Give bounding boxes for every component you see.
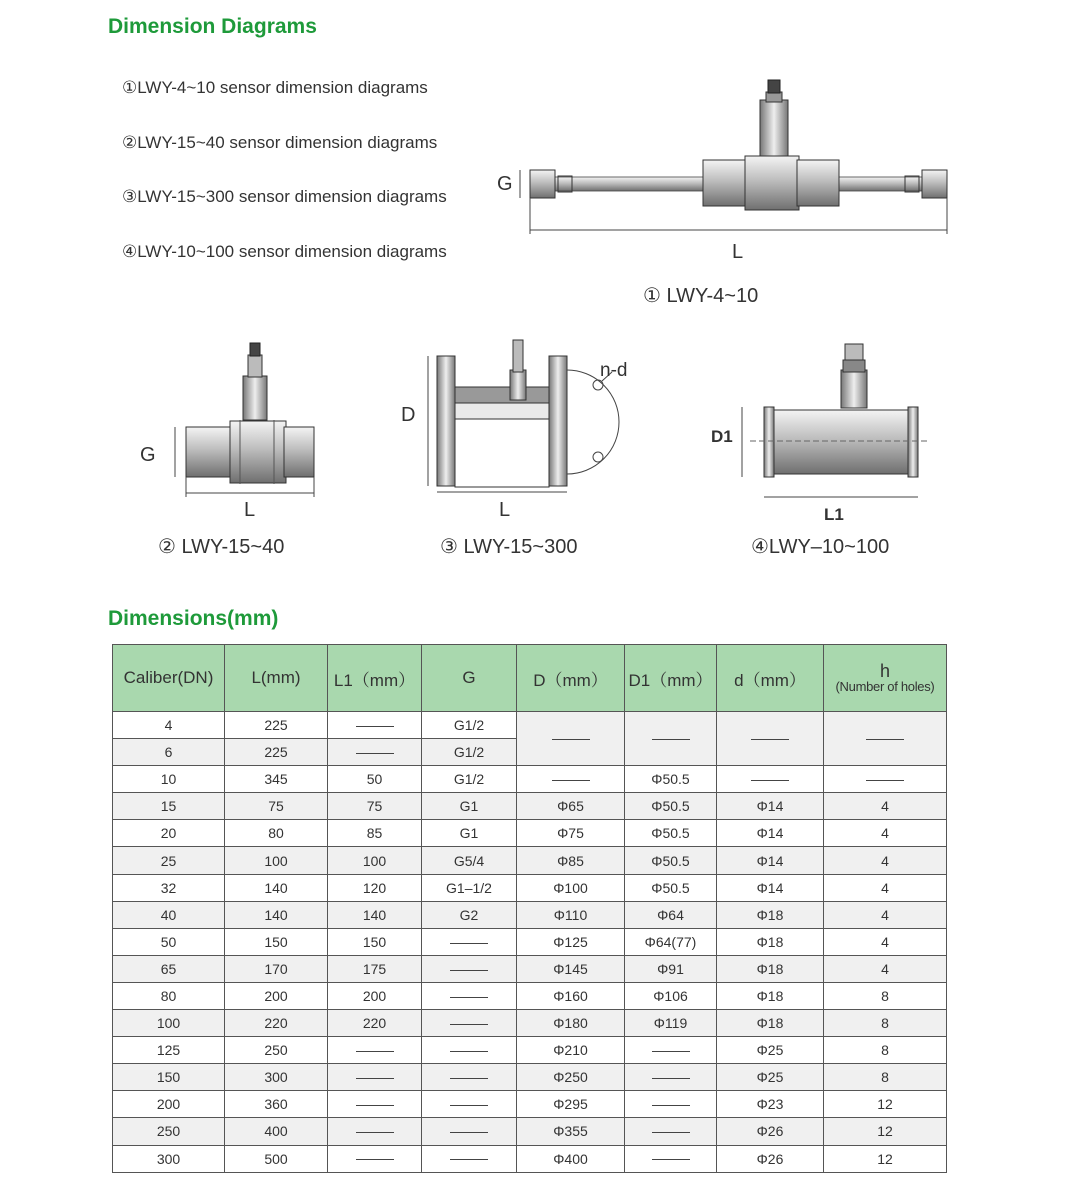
table-cell: 150 — [113, 1064, 225, 1091]
dash-mark — [652, 739, 690, 740]
dash-mark — [652, 1105, 690, 1106]
table-cell: 75 — [225, 793, 328, 820]
section-title-dimensions: Dimensions(mm) — [108, 607, 279, 630]
table-cell: Φ295 — [517, 1091, 625, 1118]
dim-label: D — [401, 404, 416, 426]
dash-mark — [356, 1132, 394, 1133]
diagram-lwy-15-300 — [401, 340, 627, 521]
table-cell: Φ400 — [517, 1145, 625, 1172]
table-cell — [422, 1037, 517, 1064]
table-cell: G1/2 — [422, 739, 517, 766]
diagram-lwy-10-100 — [711, 344, 930, 524]
section-title-diagrams: Dimension Diagrams — [108, 15, 317, 38]
table-cell — [717, 766, 824, 793]
table-cell — [328, 1064, 422, 1091]
table-cell — [625, 712, 717, 766]
table-cell: 100 — [328, 847, 422, 874]
table-cell — [422, 1145, 517, 1172]
table-row — [113, 793, 947, 820]
table-cell: 220 — [328, 1010, 422, 1037]
table-cell: 150 — [225, 928, 328, 955]
table-cell: 12 — [824, 1145, 947, 1172]
table-cell — [328, 1037, 422, 1064]
table-cell: G1 — [422, 820, 517, 847]
table-cell: Φ110 — [517, 901, 625, 928]
dash-mark — [356, 1078, 394, 1079]
dash-mark — [652, 1132, 690, 1133]
table-cell: 20 — [113, 820, 225, 847]
table-cell: 300 — [225, 1064, 328, 1091]
dash-mark — [356, 726, 394, 727]
table-cell: Φ25 — [717, 1064, 824, 1091]
dash-mark — [552, 780, 590, 781]
table-cell: 100 — [225, 847, 328, 874]
table-cell: 225 — [225, 739, 328, 766]
table-cell: 4 — [824, 955, 947, 982]
table-row — [113, 847, 947, 874]
table-cell: 25 — [113, 847, 225, 874]
column-header: G — [422, 645, 517, 712]
dash-mark — [450, 1105, 488, 1106]
table-cell: Φ119 — [625, 1010, 717, 1037]
table-cell: Φ18 — [717, 928, 824, 955]
table-cell: Φ64 — [625, 901, 717, 928]
column-header: D（mm） — [517, 645, 625, 712]
table-cell: 200 — [113, 1091, 225, 1118]
table-row — [113, 1010, 947, 1037]
table-cell: G1/2 — [422, 766, 517, 793]
dash-mark — [652, 1078, 690, 1079]
table-cell: 6 — [113, 739, 225, 766]
table-cell: 4 — [113, 712, 225, 739]
table-cell — [328, 1145, 422, 1172]
column-header: L(mm) — [225, 645, 328, 712]
holes-header-title: h — [879, 660, 890, 681]
table-cell: 10 — [113, 766, 225, 793]
table-cell: 140 — [328, 901, 422, 928]
dash-mark — [751, 739, 789, 740]
table-cell: Φ14 — [717, 793, 824, 820]
table-cell: 8 — [824, 1010, 947, 1037]
table-cell — [328, 1118, 422, 1145]
table-cell — [625, 1118, 717, 1145]
table-cell — [422, 1118, 517, 1145]
dim-label: L — [499, 499, 511, 521]
table-cell: Φ18 — [717, 982, 824, 1009]
table-cell: 150 — [328, 928, 422, 955]
caption-lwy-15-40: ② LWY-15~40 — [158, 536, 285, 558]
table-cell: Φ64(77) — [625, 928, 717, 955]
table-cell: G1 — [422, 793, 517, 820]
table-row — [113, 1091, 947, 1118]
table-cell: Φ145 — [517, 955, 625, 982]
table-cell: Φ18 — [717, 955, 824, 982]
column-header: L1（mm） — [328, 645, 422, 712]
table-cell — [517, 712, 625, 766]
table-cell: Φ14 — [717, 847, 824, 874]
table-cell: Φ50.5 — [625, 766, 717, 793]
table-row — [113, 766, 947, 793]
table-cell: 500 — [225, 1145, 328, 1172]
dash-mark — [552, 739, 590, 740]
dash-mark — [356, 1105, 394, 1106]
table-cell — [422, 1010, 517, 1037]
table-cell: Φ23 — [717, 1091, 824, 1118]
table-cell: Φ160 — [517, 982, 625, 1009]
table-row — [113, 901, 947, 928]
dash-mark — [450, 997, 488, 998]
table-cell: 200 — [225, 982, 328, 1009]
table-cell: 125 — [113, 1037, 225, 1064]
table-cell: 80 — [225, 820, 328, 847]
table-cell: Φ355 — [517, 1118, 625, 1145]
table-cell: 4 — [824, 901, 947, 928]
table-cell: 50 — [328, 766, 422, 793]
dash-mark — [356, 1159, 394, 1160]
table-cell: Φ106 — [625, 982, 717, 1009]
dash-mark — [866, 780, 904, 781]
diagram-lwy-15-40 — [140, 343, 314, 521]
table-cell: 220 — [225, 1010, 328, 1037]
table-cell — [517, 766, 625, 793]
table-row — [113, 955, 947, 982]
table-cell: Φ210 — [517, 1037, 625, 1064]
table-cell — [328, 739, 422, 766]
dim-label: D1 — [711, 427, 733, 446]
table-cell — [625, 1091, 717, 1118]
dash-mark — [450, 1132, 488, 1133]
dimensions-table — [112, 644, 947, 1173]
dash-mark — [866, 739, 904, 740]
table-cell: 50 — [113, 928, 225, 955]
table-cell: Φ14 — [717, 874, 824, 901]
caption-lwy-4-10: ① LWY-4~10 — [643, 285, 759, 307]
table-cell: Φ50.5 — [625, 847, 717, 874]
table-cell: 12 — [824, 1091, 947, 1118]
table-row — [113, 874, 947, 901]
table-cell — [422, 1091, 517, 1118]
table-cell: 345 — [225, 766, 328, 793]
list-item: ②LWY-15~40 sensor dimension diagrams — [122, 132, 438, 152]
table-cell: 4 — [824, 847, 947, 874]
holes-header-sub: (Number of holes) — [835, 678, 935, 694]
table-cell — [422, 1064, 517, 1091]
table-row — [113, 928, 947, 955]
table-cell: 300 — [113, 1145, 225, 1172]
table-cell: 170 — [225, 955, 328, 982]
table-cell — [422, 982, 517, 1009]
table-row — [113, 1145, 947, 1172]
dash-mark — [652, 1051, 690, 1052]
table-cell: Φ18 — [717, 901, 824, 928]
dash-mark — [450, 1024, 488, 1025]
table-cell: 8 — [824, 1037, 947, 1064]
table-cell: Φ25 — [717, 1037, 824, 1064]
table-cell: Φ75 — [517, 820, 625, 847]
table-cell: Φ14 — [717, 820, 824, 847]
table-row — [113, 820, 947, 847]
table-cell: 250 — [113, 1118, 225, 1145]
dash-mark — [450, 943, 488, 944]
table-cell: 4 — [824, 928, 947, 955]
table-cell: Φ250 — [517, 1064, 625, 1091]
table-cell — [717, 712, 824, 766]
table-cell: 32 — [113, 874, 225, 901]
table-cell: G2 — [422, 901, 517, 928]
table-cell: 100 — [113, 1010, 225, 1037]
list-item: ④LWY-10~100 sensor dimension diagrams — [122, 241, 447, 261]
table-cell: Φ26 — [717, 1145, 824, 1172]
dim-label: L — [244, 499, 256, 521]
table-cell: G5/4 — [422, 847, 517, 874]
table-row — [113, 712, 947, 739]
table-cell: Φ125 — [517, 928, 625, 955]
dash-mark — [356, 1051, 394, 1052]
table-cell — [422, 955, 517, 982]
table-cell: 8 — [824, 982, 947, 1009]
table-cell: 65 — [113, 955, 225, 982]
table-cell: 12 — [824, 1118, 947, 1145]
table-cell — [328, 712, 422, 739]
table-cell: Φ50.5 — [625, 874, 717, 901]
dash-mark — [652, 1159, 690, 1160]
table-cell: 140 — [225, 901, 328, 928]
table-body — [113, 712, 947, 1173]
table-cell: 4 — [824, 874, 947, 901]
table-cell: 85 — [328, 820, 422, 847]
dim-label: L1 — [824, 505, 844, 524]
table-cell: 4 — [824, 793, 947, 820]
column-header: Caliber(DN) — [113, 645, 225, 712]
table-cell: Φ65 — [517, 793, 625, 820]
table-cell: Φ26 — [717, 1118, 824, 1145]
table-row — [113, 982, 947, 1009]
table-cell: Φ91 — [625, 955, 717, 982]
caption-lwy-10-100: ④LWY–10~100 — [751, 536, 890, 558]
table-cell — [824, 712, 947, 766]
table-cell: G1/2 — [422, 712, 517, 739]
table-cell: Φ50.5 — [625, 820, 717, 847]
table-cell: Φ180 — [517, 1010, 625, 1037]
dash-mark — [450, 970, 488, 971]
table-cell: 15 — [113, 793, 225, 820]
dash-mark — [450, 1078, 488, 1079]
dim-label: G — [497, 173, 513, 195]
table-cell — [625, 1037, 717, 1064]
table-cell: 400 — [225, 1118, 328, 1145]
dash-mark — [751, 780, 789, 781]
diagram-lwy-4-10 — [497, 80, 947, 263]
table-cell: Φ18 — [717, 1010, 824, 1037]
table-cell — [422, 928, 517, 955]
dash-mark — [450, 1159, 488, 1160]
table-cell: Φ100 — [517, 874, 625, 901]
table-cell: G1–1/2 — [422, 874, 517, 901]
dim-label: L — [732, 241, 744, 263]
column-header: D1（mm） — [625, 645, 717, 712]
table-row — [113, 1064, 947, 1091]
table-cell: 175 — [328, 955, 422, 982]
table-cell: Φ50.5 — [625, 793, 717, 820]
table-cell: 250 — [225, 1037, 328, 1064]
table-cell: Φ85 — [517, 847, 625, 874]
table-cell — [328, 1091, 422, 1118]
list-item: ③LWY-15~300 sensor dimension diagrams — [122, 187, 447, 206]
table-cell — [824, 766, 947, 793]
column-header-holes — [824, 645, 947, 712]
table-cell: 80 — [113, 982, 225, 1009]
table-cell: 4 — [824, 820, 947, 847]
table-cell — [625, 1064, 717, 1091]
dim-label: G — [140, 444, 156, 466]
table-cell: 200 — [328, 982, 422, 1009]
dash-mark — [450, 1051, 488, 1052]
table-cell: 75 — [328, 793, 422, 820]
table-cell: 360 — [225, 1091, 328, 1118]
table-header-row — [113, 645, 947, 712]
dim-label: n-d — [600, 360, 628, 381]
column-header: d（mm） — [717, 645, 824, 712]
list-item: ①LWY-4~10 sensor dimension diagrams — [122, 78, 428, 97]
table-cell — [625, 1145, 717, 1172]
dash-mark — [356, 753, 394, 754]
table-row — [113, 1118, 947, 1145]
table-cell: 8 — [824, 1064, 947, 1091]
table-cell: 120 — [328, 874, 422, 901]
table-row — [113, 1037, 947, 1064]
table-cell: 40 — [113, 901, 225, 928]
table-cell: 140 — [225, 874, 328, 901]
caption-lwy-15-300: ③ LWY-15~300 — [440, 536, 578, 558]
table-cell: 225 — [225, 712, 328, 739]
